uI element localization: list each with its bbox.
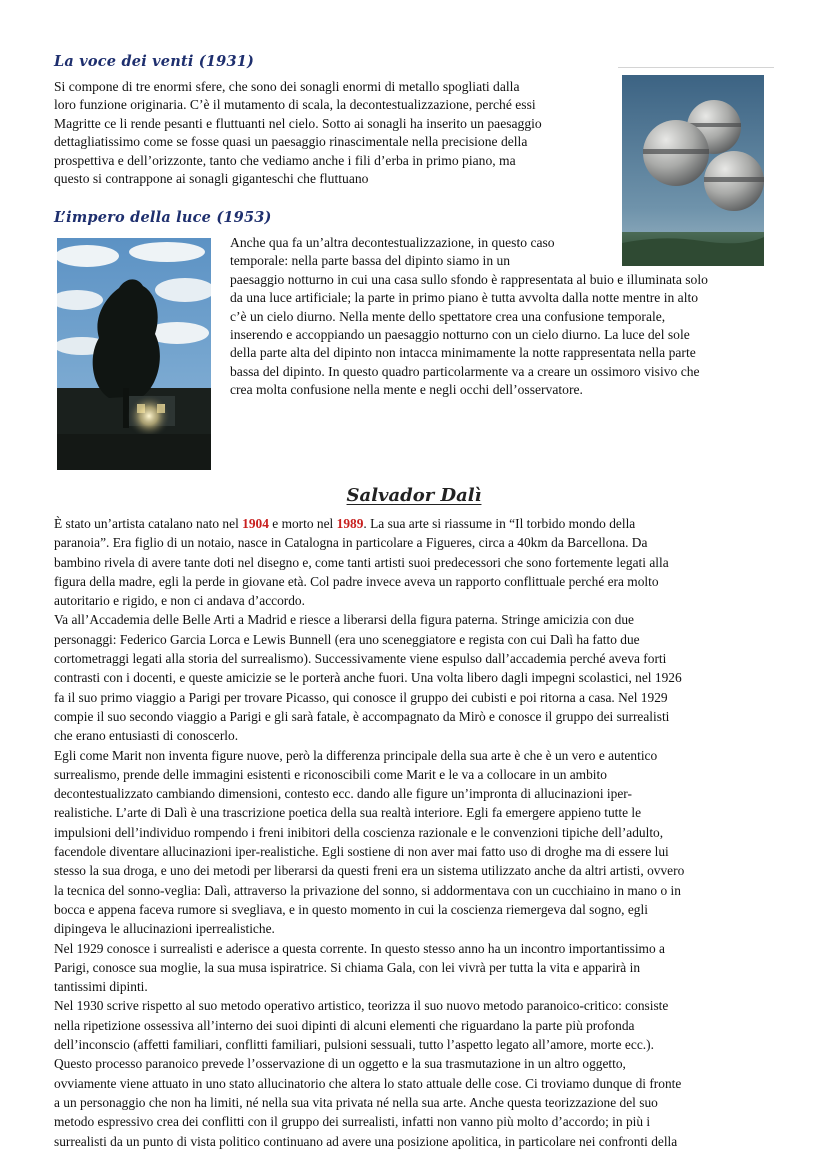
text-line: Nel 1930 scrive rispetto al suo metodo operativo artistico, teorizza il suo nuovo metodo paranoico-critico: consiste	[54, 998, 669, 1014]
text-line: nella ripetizione ossessiva all’interno dei suoi dipinti di alcuni elementi che riguardano la parte più profonda	[54, 1017, 635, 1033]
text-line: prospettiva e dell’orizzonte, tanto che vediamo anche i fili d’erba in primo piano, ma	[54, 152, 516, 168]
text-line: inserendo e accoppiando un paesaggio notturno con un cielo diurno. La luce del sole	[230, 327, 690, 343]
text-line: Anche qua fa un’altra decontestualizzazione, in questo caso	[230, 235, 555, 250]
text-line: realistiche. L’arte di Dalì è una trascrizione poetica della sua realtà interiore. Egli fa emergere appieno tutte le	[54, 805, 642, 821]
text-line: Questo processo paranoico prevede l’osservazione di un oggetto e la sua trasmutazione in un altro oggetto,	[54, 1056, 626, 1072]
intro-line	[54, 514, 784, 533]
intro-text-a: È stato un’artista catalano nato nel	[54, 516, 243, 531]
heading-impero-della-luce: L’impero della luce (1953)	[54, 209, 272, 226]
section-title-text: Salvador Dalì	[346, 485, 482, 506]
divider-line	[618, 67, 774, 68]
text-line: bassa del dipinto. In questo quadro particolarmente va a creare un ossimoro visivo che	[230, 363, 700, 379]
birth-year: 1904	[242, 516, 269, 531]
text-line: loro funzione originaria. C’è il mutamento di scala, la decontestualizzazione, perché essi	[54, 97, 536, 113]
text-line: paesaggio notturno in cui una casa sullo sfondo è rappresentata al buio e illuminata solo	[230, 271, 708, 287]
text-line: questo si contrappone ai sonagli giganteschi che fluttuano	[54, 171, 369, 187]
text-line: paranoia”. Era figlio di un notaio, nasce in Catalogna in particolare a Figueres, circa a 40km da Barcellona. Da	[54, 535, 648, 551]
text-line: surrealisti da un punto di vista politico continuano ad avere una posizione apolitica, in particolare nei confronti della	[54, 1133, 678, 1149]
text-line: crea molta confusione nella mente e negli occhi dell’osservatore.	[230, 382, 583, 398]
text-line: tantissimi dipinti.	[54, 979, 148, 995]
text-line: temporale: nella parte bassa del dipinto siamo in un	[230, 253, 511, 269]
text-line: impulsioni dell’individuo rompendo i freni inibitori della coscienza razionale e le convenzioni tipiche dell’adulto,	[54, 824, 664, 840]
text-line: Nel 1929 conosce i surrealisti e aderisce a questa corrente. In questo stesso anno ha un incontro importantissimo a	[54, 940, 665, 956]
text-line: a un personaggio che non ha limiti, né nella sua vita privata né nella sua arte. Anche questa teorizzazione del suo	[54, 1094, 658, 1110]
intro-text-b: e morto nel	[268, 516, 337, 531]
text-line: che erano entusiasti di conoscerlo.	[54, 728, 239, 744]
text-line: Va all’Accademia delle Belle Arti a Madrid e riesce a liberarsi della figura paterna. Stringe amicizia con due	[54, 612, 634, 628]
text-line: della parte alta del dipinto non intacca minimamente la notte rappresentata nella parte	[230, 345, 696, 361]
text-line: Magritte ce li rende pesanti e fluttuanti nel cielo. Sotto ai sonagli ha inserito un paesaggio	[54, 115, 542, 131]
text-line: stesso la sua droga, e uno dei metodi per liberarsi da questi freni era un sistema utilizzato anche da altri artisti, ovvero	[54, 863, 685, 879]
text-line: personaggi: Federico Garcia Lorca e Lewis Bunnell (era uno sceneggiatore e regista con cui Dalì ha fatto due	[54, 631, 640, 647]
text-line: Egli come Marit non inventa figure nuove, però la differenza principale della sua arte è che è un vero e autentico	[54, 747, 658, 763]
paragraph-impero-della-luce	[230, 234, 760, 400]
text-line: la tecnica del sonno-veglia: Dalì, attraverso la privazione del sonno, si addormentava con un cucchiaino in mano o in	[54, 882, 681, 898]
painting-impero-della-luce	[57, 238, 211, 470]
section-title-salvador-dali	[0, 485, 828, 506]
text-line: Si compone di tre enormi sfere, che sono dei sonagli enormi di metallo spogliati dalla	[54, 79, 520, 94]
heading-voce-dei-venti: La voce dei venti (1931)	[54, 53, 255, 70]
text-line: metodo espressivo crea dei conflitti con il gruppo dei surrealisti, infatti non vanno più molto d’accordo; in più i	[54, 1114, 651, 1130]
text-line: bocca e appena faceva rumore si svegliava, e in questo momento in cui la coscienza riemergeva dal sogno, egli	[54, 901, 648, 917]
text-line: decontestualizzato cambiando dimensioni, contesto ecc. dando alle figure un’impronta di allucinazioni iper-	[54, 786, 632, 802]
death-year: 1989	[336, 516, 364, 531]
text-line: dell’inconscio (affetti familiari, conflitti familiari, pulsioni sessuali, tutto l’aspetto legato all’amore, morte ecc.).	[54, 1037, 654, 1053]
intro-text-c: . La sua arte si riassume in “Il torbido mondo della	[363, 516, 636, 531]
text-line: surrealismo, prende delle immagini esistenti e riconoscibili come Marit e le va a collocare in un ambito	[54, 766, 607, 782]
text-line: Parigi, conosce sua moglie, la sua musa ispiratrice. Si chiama Gala, con lei vivrà per tutta la vita e apparirà in	[54, 959, 641, 975]
text-line: facendole diventare allucinazioni iper-realistiche. Egli sostiene di non aver mai fatto uso di droghe ma di essere lui	[54, 844, 669, 860]
text-line: da una luce artificiale; la parte in primo piano è tutta avvolta dalla notte mentre in alto	[230, 290, 699, 306]
paragraph-salvador-dali	[54, 514, 784, 1151]
text-line: contrasti con i docenti, e queste amicizie se le porterà anche fuori. Una volta libero dagli impegni scolastici, nel 1926	[54, 670, 682, 686]
text-line: figura della madre, egli la perde in giovane età. Col padre invece aveva un rapporto conflittuale perché era molto	[54, 573, 659, 589]
text-line: autoritario e rigido, e non ci andava d’accordo.	[54, 593, 305, 609]
text-line: fa il suo primo viaggio a Parigi per trovare Picasso, qui conosce il gruppo dei cubisti e poi ritorna a casa. Nel 1929	[54, 689, 668, 705]
text-line: compie il suo secondo viaggio a Parigi e gli sarà fatale, è accompagnato da Mirò e conosce il gruppo dei surrealisti	[54, 708, 670, 724]
text-line: dettagliatissimo come se fosse quasi un paesaggio rinascimentale nella precisione della	[54, 134, 528, 150]
text-line: dipingeva le allucinazioni iperrealistiche.	[54, 921, 275, 937]
text-line: ovviamente viene attuato in uno stato allucinatorio che altera lo stato attuale delle cose. Ci troviamo dunque di fronte	[54, 1075, 682, 1091]
text-line: bambino rivela di avere tante doti nel disegno e, come tanti artisti suoi predecessori che sono fortemente legati alla	[54, 554, 669, 570]
text-line: cortometraggi legati alla storia del surrealismo). Successivamente viene espulso dall’accademia perché aveva forti	[54, 651, 667, 667]
text-line: c’è un cielo diurno. Nella mente dello spettatore crea una confusione temporale,	[230, 308, 666, 324]
paragraph-voce-dei-venti	[54, 78, 614, 188]
